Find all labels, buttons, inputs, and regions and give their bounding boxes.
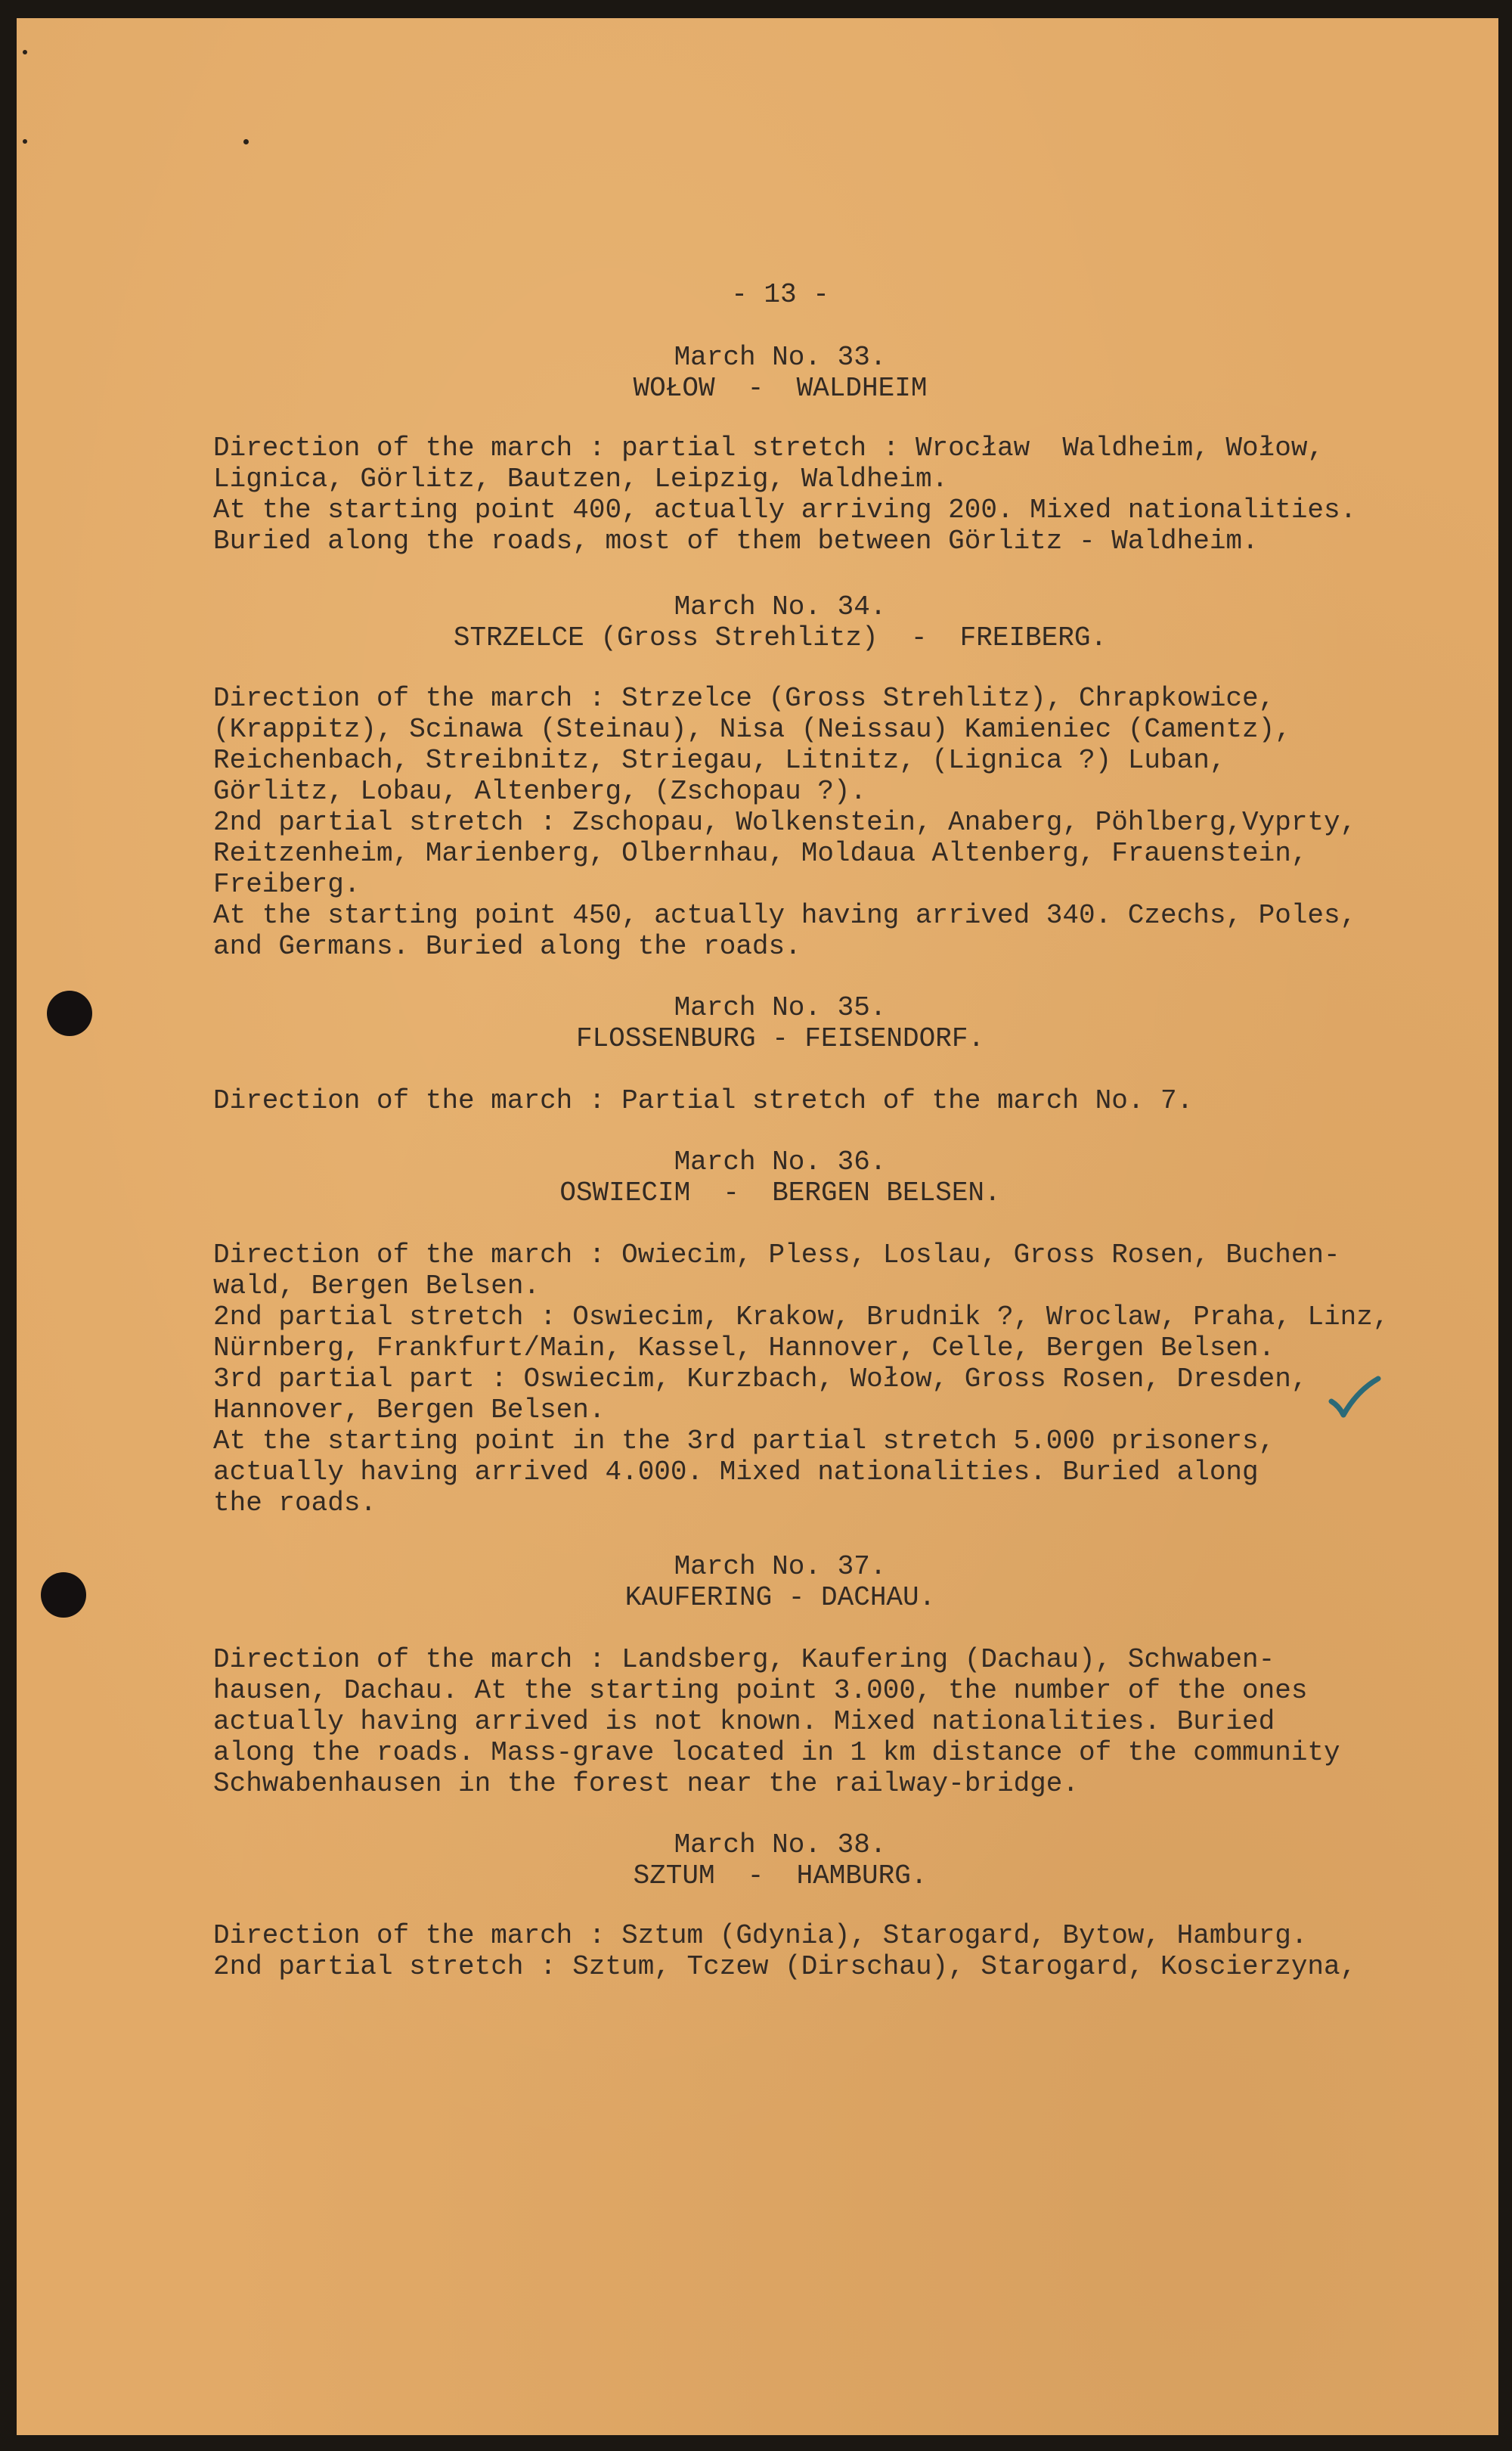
march-34-route: STRZELCE (Gross Strehlitz) - FREIBERG. xyxy=(453,622,1108,653)
march-34-line: Freiberg. xyxy=(213,869,361,900)
march-36-title: March No. 36. xyxy=(674,1146,887,1177)
document-page xyxy=(17,18,1498,2435)
march-37-line: hausen, Dachau. At the starting point 3.000, the number of the ones xyxy=(213,1675,1308,1706)
march-34-line: (Krappitz), Scinawa (Steinau), Nisa (Neissau) Kamieniec (Camentz), xyxy=(213,714,1291,745)
march-34-line: Reitzenheim, Marienberg, Olbernhau, Moldaua Altenberg, Frauenstein, xyxy=(213,838,1308,869)
march-38-line: 2nd partial stretch : Sztum, Tczew (Dirschau), Starogard, Koscierzyna, xyxy=(213,1951,1357,1982)
march-38-route: SZTUM - HAMBURG. xyxy=(633,1860,928,1891)
march-33-line: Buried along the roads, most of them between Görlitz - Waldheim. xyxy=(213,526,1259,557)
march-37-line: Schwabenhausen in the forest near the railway-bridge. xyxy=(213,1768,1079,1799)
march-34-line: At the starting point 450, actually having arrived 340. Czechs, Poles, xyxy=(213,900,1357,931)
march-35-title: March No. 35. xyxy=(674,992,887,1023)
march-36-route: OSWIECIM - BERGEN BELSEN. xyxy=(559,1177,1001,1208)
march-36-line: actually having arrived 4.000. Mixed nationalities. Buried along xyxy=(213,1457,1259,1488)
march-33-line: At the starting point 400, actually arriving 200. Mixed nationalities. xyxy=(213,495,1357,526)
march-36-line: Direction of the march : Owiecim, Pless, Loslau, Gross Rosen, Buchen- xyxy=(213,1239,1340,1270)
march-38-title: March No. 38. xyxy=(674,1829,887,1860)
march-36-line: At the starting point in the 3rd partial stretch 5.000 prisoners, xyxy=(213,1426,1275,1457)
march-33-line: Lignica, Görlitz, Bautzen, Leipzig, Waldheim. xyxy=(213,464,949,495)
speck-mark xyxy=(243,139,249,144)
speck-mark xyxy=(23,50,27,54)
page-number: - 13 - xyxy=(731,279,829,310)
march-36-line: Hannover, Bergen Belsen. xyxy=(213,1395,606,1426)
march-33-title: March No. 33. xyxy=(674,342,887,373)
march-36-line: the roads. xyxy=(213,1488,377,1519)
march-33-line: Direction of the march : partial stretch : Wrocław Waldheim, Wołow, xyxy=(213,433,1325,464)
march-36-line: wald, Bergen Belsen. xyxy=(213,1270,541,1302)
speck-mark xyxy=(23,139,27,144)
march-37-line: actually having arrived is not known. Mixed nationalities. Buried xyxy=(213,1706,1275,1737)
march-36-line: Nürnberg, Frankfurt/Main, Kassel, Hannover, Celle, Bergen Belsen. xyxy=(213,1333,1275,1364)
punch-hole xyxy=(41,1572,86,1618)
march-34-line: Görlitz, Lobau, Altenberg, (Zschopau ?). xyxy=(213,776,867,807)
march-37-route: KAUFERING - DACHAU. xyxy=(624,1582,936,1613)
checkmark-icon xyxy=(1328,1376,1381,1421)
march-38-line: Direction of the march : Sztum (Gdynia), Starogard, Bytow, Hamburg. xyxy=(213,1920,1308,1951)
punch-hole xyxy=(47,991,92,1036)
march-33-route: WOŁOW - WALDHEIM xyxy=(633,373,928,404)
march-34-line: and Germans. Buried along the roads. xyxy=(213,931,801,962)
march-36-line: 3rd partial part : Oswiecim, Kurzbach, Wołow, Gross Rosen, Dresden, xyxy=(213,1364,1308,1395)
march-37-line: Direction of the march : Landsberg, Kaufering (Dachau), Schwaben- xyxy=(213,1644,1275,1675)
march-37-line: along the roads. Mass-grave located in 1 km distance of the community xyxy=(213,1737,1340,1768)
march-34-line: Direction of the march : Strzelce (Gross Strehlitz), Chrapkowice, xyxy=(213,683,1275,714)
march-36-line: 2nd partial stretch : Oswiecim, Krakow, Brudnik ?, Wroclaw, Praha, Linz, xyxy=(213,1302,1390,1333)
march-34-line: Reichenbach, Streibnitz, Striegau, Litnitz, (Lignica ?) Luban, xyxy=(213,745,1226,776)
march-34-title: March No. 34. xyxy=(674,591,887,622)
march-35-line: Direction of the march : Partial stretch of the march No. 7. xyxy=(213,1085,1194,1116)
march-34-line: 2nd partial stretch : Zschopau, Wolkenstein, Anaberg, Pöhlberg,Vyprty, xyxy=(213,807,1357,838)
march-37-title: March No. 37. xyxy=(674,1551,887,1582)
march-35-route: FLOSSENBURG - FEISENDORF. xyxy=(575,1023,985,1054)
